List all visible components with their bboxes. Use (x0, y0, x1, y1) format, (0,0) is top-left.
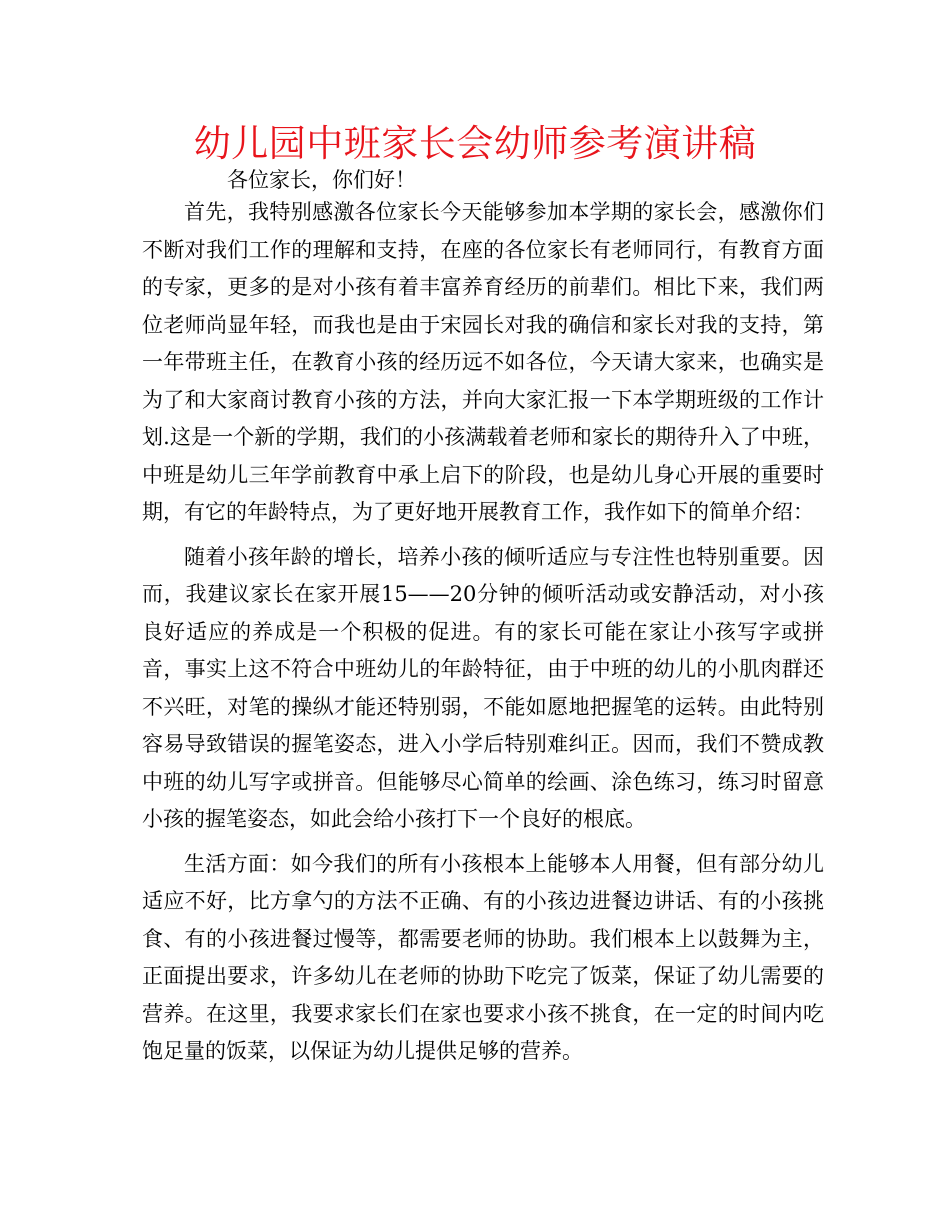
greeting-line: 各位家长，你们好！ (227, 168, 416, 192)
document-body (142, 194, 824, 1078)
document-title: 幼儿园中班家长会幼师参考演讲稿 (193, 122, 757, 165)
paragraph-living: 生活方面：如今我们的所有小孩根本上能够本人用餐，但有部分幼儿适应不好，比方拿勺的方法不正确、有的小孩边进餐边讲话、有的小孩挑食、有的小孩进餐过慢等，都需要老师的协助。我们根本上以鼓舞为主，正面提出要求，许多幼儿在老师的协助下吃完了饭菜，保证了幼儿需要的营养。在这里，我要求家长们在家也要求小孩不挑食，在一定的时间内吃饱足量的饭菜，以保证为幼儿提供足够的营养。 (142, 851, 824, 1063)
paragraph-listening: 随着小孩年龄的增长，培养小孩的倾听适应与专注性也特别重要。因而，我建议家长在家开展15——20分钟的倾听活动或安静活动，对小孩良好适应的养成是一个积极的促进。有的家长可能在家让小孩写字或拼音，事实上这不符合中班幼儿的年龄特征，由于中班的幼儿的小肌肉群还不兴旺，对笔的操纵才能还特别弱，不能如愿地把握笔的运转。由此特别容易导致错误的握笔姿态，进入小学后特别难纠正。因而，我们不赞成教中班的幼儿写字或拼音。但能够尽心简单的绘画、涂色练习，练习时留意小孩的握笔姿态，如此会给小孩打下一个良好的根底。 (142, 544, 824, 831)
paragraph-intro: 首先，我特别感激各位家长今天能够参加本学期的家长会，感激你们不断对我们工作的理解和支持，在座的各位家长有老师同行，有教育方面的专家，更多的是对小孩有着丰富养育经历的前辈们。相比下来，我们两位老师尚显年轻，而我也是由于宋园长对我的确信和家长对我的支持，第一年带班主任，在教育小孩的经历远不如各位，今天请大家来，也确实是为了和大家商讨教育小孩的方法，并向大家汇报一下本学期班级的工作计划.这是一个新的学期，我们的小孩满载着老师和家长的期待升入了中班，中班是幼儿三年学前教育中承上启下的阶段，也是幼儿身心开展的重要时期，有它的年龄特点，为了更好地开展教育工作，我作如下的简单介绍： (142, 200, 824, 524)
